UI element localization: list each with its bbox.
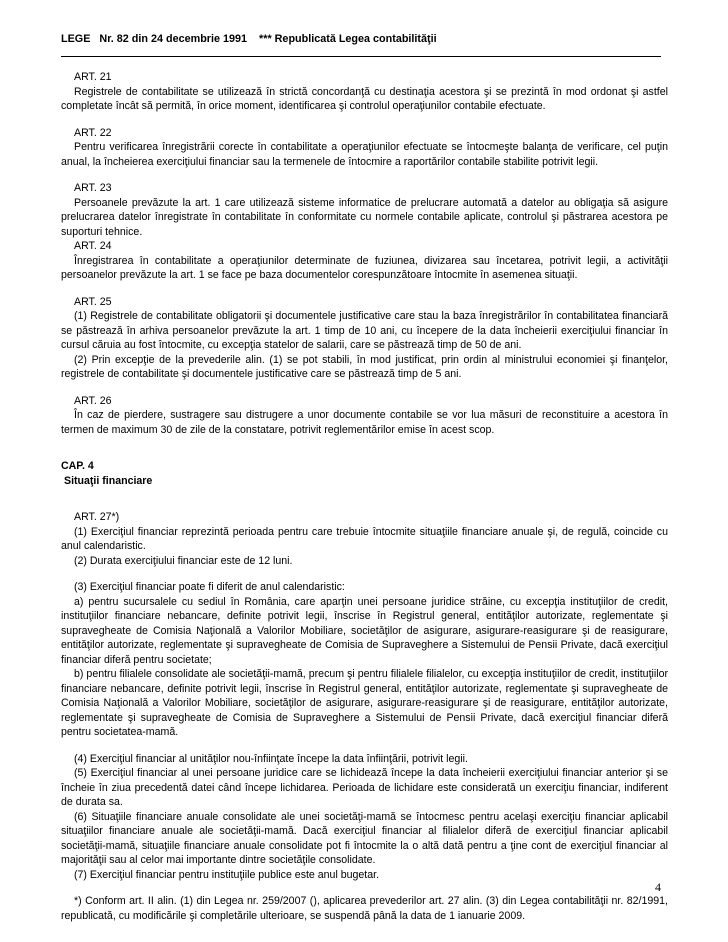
art26-title: ART. 26: [74, 394, 112, 407]
art27-paragraph-7: (7) Exerciţiul financiar pentru instituţiile publice este anul bugetar.: [74, 868, 380, 881]
spacer: [61, 437, 668, 459]
art21-title: ART. 21: [74, 71, 112, 83]
art27-paragraph-1: (1) Exerciţiul financiar reprezintă perioada pentru care trebuie întocmite situaţiile financiare anuale şi, de regulă, coincide cu anul calendaristic.: [61, 525, 668, 552]
art25-paragraph-2: (2) Prin excepţie de la prevederile alin. (1) se pot stabili, în mod justificat, prin ordin al ministrului economiei şi finanţelor, registrele de contabilitate şi documentele justificative care se păstrează timp de 5 ani.: [61, 353, 668, 380]
art24-paragraph: Înregistrarea în contabilitate a operaţiunilor determinate de fuziunea, divizarea sau încetarea, potrivit legii, a activităţii persoanelor prevăzute la art. 1 se face pe baza documentelor corespunzătoare întocmite în asemenea situaţii.: [61, 254, 668, 281]
art23-title: ART. 23: [74, 182, 112, 194]
art24-title: ART. 24: [74, 240, 112, 252]
spacer: [61, 568, 668, 580]
art27-paragraph-4: (4) Exerciţiul financiar al unităţilor nou-înfiinţate începe la data înfiinţării, potrivit legii.: [74, 752, 468, 765]
spacer: [61, 114, 668, 126]
spacer: [61, 169, 668, 181]
page-header: LEGE Nr. 82 din 24 decembrie 1991 *** Republicată Legea contabilităţii: [61, 33, 437, 45]
art23-paragraph: Persoanele prevăzute la art. 1 care utilizează sisteme informatice de prelucrare automată a datelor au obligaţia să asigure prelucrarea datelor înregistrate în contabilitate în conformitate cu normele contabile aplicate, controlul şi păstrarea acestora pe suporturi tehnice.: [61, 196, 668, 238]
art25-title: ART. 25: [74, 295, 112, 308]
art21-paragraph: Registrele de contabilitate se utilizează în strictă concordanţă cu destinaţia acestora şi se prezintă în mod ordonat şi astfel completate încât să permită, în orice moment, identificarea şi controlul operaţiunilor contabile efectuate.: [61, 85, 668, 112]
document-body: [61, 70, 668, 923]
spacer: [61, 382, 668, 394]
art22-paragraph: Pentru verificarea înregistrării corecte în contabilitate a operaţiunilor efectuate se întocmeşte balanţa de verificare, cel puţin anual, la încheierea exerciţiului financiar sau la termenele de întocmire a raportărilor contabile stabilite potrivit legii.: [61, 141, 668, 168]
art27-paragraph-3: (3) Exerciţiul financiar poate fi diferit de anul calendaristic:: [74, 581, 345, 593]
footnote: *) Conform art. II alin. (1) din Legea nr. 259/2007 (), aplicarea prevederilor art. 27 alin. (3) din Legea contabilităţii nr. 82/1991, republicată, cu modificările şi completările ulterioare, se suspendă până la data de 1 ianuarie 2009.: [61, 895, 668, 922]
art26-paragraph: În caz de pierdere, sustragere sau distrugere a unor documente contabile se vor lua măsuri de reconstituire a acestora în termen de maximum 30 de zile de la constatare, potrivit reglementărilor emise în acest scop.: [61, 409, 668, 436]
art27-paragraph-3b: b) pentru filialele consolidate ale societăţii-mamă, precum şi pentru filialele filialelor, cu excepţia instituţiilor de credit, instituţiilor financiare nebancare, definite potrivit legii, înscrise în Registrul general, entităţilor autorizate, reglementate şi supravegheate de Comisia Naţională a Valorilor Mobiliare, societăţilor de asigurare, asigurare-reasigurare şi de reasigurare, entităţilor autorizate, reglementate şi supravegheate de Comisia de Supraveghere a Sistemului de Pensii Private, dacă exerciţiul financiar diferă pentru societatea-mamă.: [61, 668, 668, 738]
art22-title: ART. 22: [74, 126, 112, 139]
art27-paragraph-3a: a) pentru sucursalele cu sediul în România, care aparţin unei persoane juridice străine, cu excepţia instituţiilor de credit, instituţiilor financiare nebancare, definite potrivit legii, înscrise în Registrul general, entităţilor autorizate, reglementate şi supravegheate de Comisia Naţională a Valorilor Mobiliare, societăţilor de asigurare, asigurare-reasigurare şi de reasigurare, entităţilor autorizate, reglementate şi supravegheate de Comisia de Supraveghere a Sistemului de Pensii Private, dacă exerciţiul financiar diferă pentru societate;: [61, 595, 668, 666]
art27-paragraph-5: (5) Exerciţiul financiar al unei persoane juridice care se lichidează începe la data încheierii exerciţiului financiar anterior şi se încheie în ziua precedentă datei când începe lichidarea. Perioada de lichidare este considerată un exerciţiu financiar, indiferent de durata sa.: [61, 767, 668, 808]
art25-paragraph-1: (1) Registrele de contabilitate obligatorii şi documentele justificative care stau la baza înregistrărilor în contabilitatea financiară se păstrează în arhiva persoanelor prevăzute la art. 1 timp de 10 ani, cu începere de la data încheierii exerciţiului financiar în cursul căruia au fost întocmite, cu excepţia statelor de salarii, care se păstrează timp de 50 de ani.: [61, 310, 668, 351]
spacer: [61, 740, 668, 752]
header-rule: [61, 56, 661, 57]
art27-paragraph-2: (2) Durata exerciţiului financiar este de 12 luni.: [74, 554, 293, 567]
spacer: [61, 488, 668, 510]
art27-title: ART. 27*): [74, 511, 120, 523]
chapter-label: CAP. 4: [61, 460, 94, 472]
page-number: 4: [655, 880, 661, 894]
chapter-title: Situaţii financiare: [64, 474, 153, 487]
spacer: [61, 882, 668, 894]
art27-paragraph-6: (6) Situaţiile financiare anuale consolidate ale unei societăţi-mamă se întocmesc pentru acelaşi exerciţiu financiar aplicabil situaţiilor financiare anuale ale societăţii-mamă. Dacă exerciţiul financiar al filialelor diferă de exerciţiul financiar aplicabil societăţii-mamă, situaţiile financiare anuale consolidate pot fi întocmite la o altă dată pentru a ţine cont de exerciţiul financiar al majorităţii sau al celor mai importante dintre societăţile consolidate.: [61, 810, 668, 866]
spacer: [61, 283, 668, 295]
